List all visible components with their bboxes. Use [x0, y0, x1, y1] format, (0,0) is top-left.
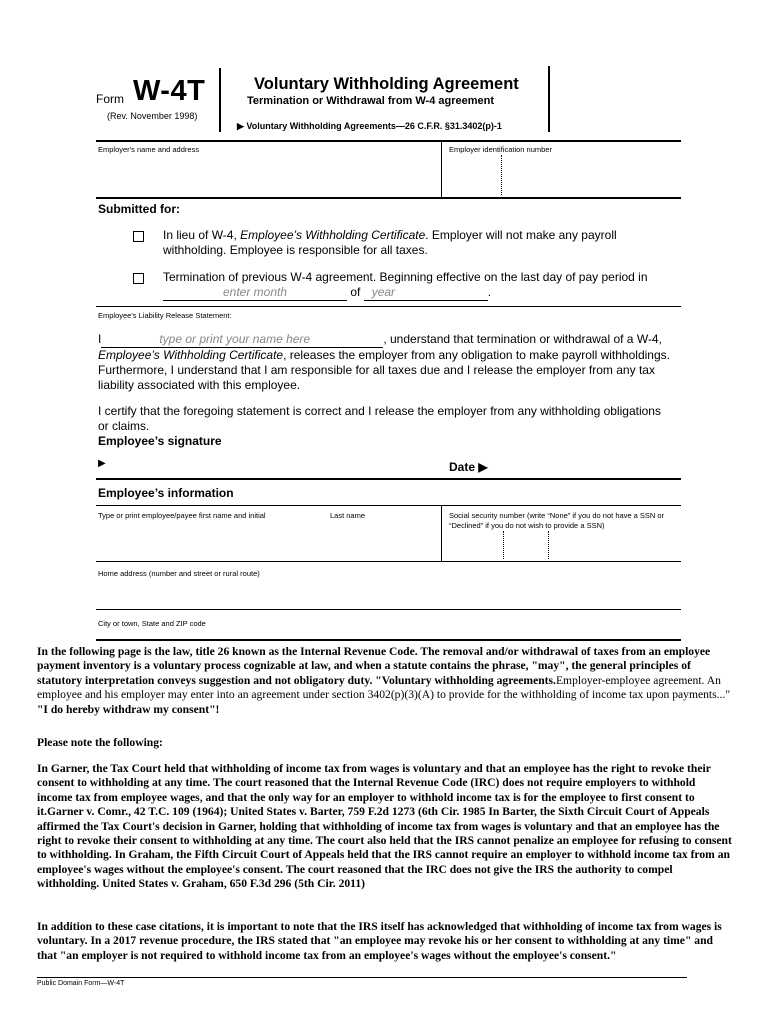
of-word: of [347, 285, 364, 299]
irs-paragraph: In addition to these case citations, it is important to note that the IRS itself has acknowledged that withholding of income tax from wages is voluntary. In a 2017 revenue procedure, the IRS stated that "an employee may revoke his or her consent to withholding at any time" and that "an employer is not required to withhold income tax from an employee's wages without the employee's consent." [37, 920, 722, 962]
employee-info-bottom-rule [96, 639, 681, 641]
signature-arrow: ▶ [98, 458, 106, 469]
form-title: Voluntary Withholding Agreement [254, 75, 519, 93]
last-name-field[interactable] [330, 524, 435, 558]
ssn-label-line2: “Declined” if you do not wish to provide a SSN) [449, 520, 605, 530]
employer-name-label: Employer's name and address [98, 145, 200, 154]
ssn-separator-1 [503, 531, 504, 559]
first-name-label: Type or print employee/payee first name and initial [98, 511, 266, 520]
form-subtitle: Termination or Withdrawal from W-4 agreement [247, 95, 495, 107]
note-heading: Please note the following: [37, 736, 163, 749]
footer-text: Public Domain Form—W-4T [37, 980, 125, 987]
address-bottom-rule [96, 609, 681, 610]
form-number: W-4T [133, 75, 206, 107]
certify-line2: or claims. [98, 419, 150, 433]
employer-bottom-rule [96, 197, 681, 199]
submitted-bottom-rule [96, 306, 681, 307]
certify-statement [98, 404, 661, 434]
law-intro-paragraph [37, 645, 732, 717]
case-law-paragraph: In Garner, the Tax Court held that withholding of income tax from wages is voluntary and that an employee has the right to revoke their consent to withholding at any time. The court reasoned that the Internal Revenue Code (IRC) does not require employers to withhold income tax from employee wages, and that the only way for an employer to withhold income tax is for the employee to first consent to it.Garner v. Comr., 42 T.C. 109 (1964); United States v. Barter, 759 F.2d 1273 (6th Cir. 1985 In Barter, the Sixth Circuit Court of Appeals affirmed the Tax Court's decision in Garner, holding that withholding of income tax from wages is voluntary and that an employee has the right to revoke their consent to withholding at any time. The court also held that the IRS cannot penalize an employee for refusing to consent to withholding. In Graham, the Fifth Circuit Court of Appeals held that the IRS cannot require an employer to withhold income tax from an employee's wages without the employee's consent. The court reasoned that the IRC does not give the IRS the authority to compel withholding. United States v. Graham, 650 F.3d 296 (5th Cir. 2011) [37, 762, 732, 891]
liability-line4: liability associated with this employee. [98, 378, 301, 392]
form-word: Form [96, 92, 124, 106]
option1-line2: withholding. Employee is responsible for all taxes. [163, 243, 428, 257]
option-termination-checkbox[interactable] [133, 273, 144, 284]
year-field[interactable]: year [364, 285, 488, 301]
city-label: City or town, State and ZIP code [98, 619, 206, 628]
name-prefix: I [98, 332, 102, 346]
first-name-field[interactable] [98, 524, 323, 558]
liability-line2-italic: Employee’s Withholding Certificate [98, 348, 284, 362]
option-in-lieu-text [163, 228, 617, 258]
option1-part-a: In lieu of W-4, [163, 228, 241, 242]
submitted-heading: Submitted for: [98, 202, 180, 216]
ssn-label-line1: Social security number (write “None” if you do not have a SSN or [449, 511, 665, 520]
employee-name-field[interactable]: type or print your name here [101, 332, 383, 348]
liability-statement [98, 332, 670, 393]
form-citation: ▶ Voluntary Withholding Agreements—26 C.F.R. §31.3402(p)-1 [237, 121, 502, 131]
law-intro-end: "I do hereby withdraw my consent"! [37, 702, 220, 716]
city-field[interactable] [98, 626, 678, 638]
liability-line2-rest: , releases the employer from any obligation to make payroll withholdings. [283, 348, 670, 362]
option-in-lieu-checkbox[interactable] [133, 231, 144, 242]
certify-line1: I certify that the foregoing statement is correct and I release the employer from any withholding obligations [98, 404, 661, 418]
footer-rule [37, 977, 687, 978]
option1-part-b: . Employer will not make any payroll [425, 228, 617, 242]
employee-info-heading: Employee’s information [98, 486, 234, 500]
period: . [487, 285, 492, 299]
date-label: Date ▶ [449, 460, 488, 474]
header-bottom-rule [96, 140, 681, 142]
liability-line3: Furthermore, I understand that I am responsible for all taxes due and I release the employer from any tax [98, 363, 655, 377]
home-address-label: Home address (number and street or rural route) [98, 569, 260, 578]
date-field[interactable] [495, 452, 675, 476]
home-address-field[interactable] [98, 580, 678, 606]
name-row-bottom-rule [96, 561, 681, 562]
last-name-label: Last name [330, 511, 366, 520]
ssn-divider [441, 505, 442, 562]
law-intro-bold: In the following page is the law, title 26 known as the Internal Revenue Code. The removal and/or withdrawal of taxes from an employee payment inventory is a voluntary process cognizable at law, and when a statute contains the phrase, "may", the general principles of statutory interpretation conveys suggestion and not obligatory duty. "Voluntary withholding agreements. [37, 645, 711, 687]
liability-line1-rest: , understand that termination or withdrawal of a W-4, [383, 332, 662, 346]
header-divider-right [548, 66, 550, 132]
signature-bottom-rule [96, 478, 681, 480]
ssn-label [449, 511, 664, 530]
revision-date: (Rev. November 1998) [107, 111, 198, 121]
signature-label: Employee’s signature [98, 434, 222, 448]
ssn-separator-2 [548, 531, 549, 559]
signature-field[interactable] [110, 452, 440, 476]
ein-separator [501, 155, 502, 195]
ein-label: Employer identification number [449, 145, 552, 154]
employee-info-rule [96, 505, 681, 506]
option1-italic: Employee’s Withholding Certificate [240, 228, 426, 242]
option-termination-text [163, 270, 648, 301]
law-intro-normal: Employer-employee agreement. An employee and his employer may enter into an agreement under section 3402(p)(3)(A) to provide for the withholding of income tax upon payments..." [37, 673, 731, 702]
option2-line1: Termination of previous W-4 agreement. Beginning effective on the last day of pay period in [163, 270, 648, 284]
employer-divider [441, 140, 442, 198]
month-field[interactable]: enter month [163, 285, 347, 301]
ssn-field[interactable] [449, 530, 677, 560]
liability-heading: Employee's Liability Release Statement: [98, 311, 232, 320]
header-divider-left [219, 68, 221, 132]
